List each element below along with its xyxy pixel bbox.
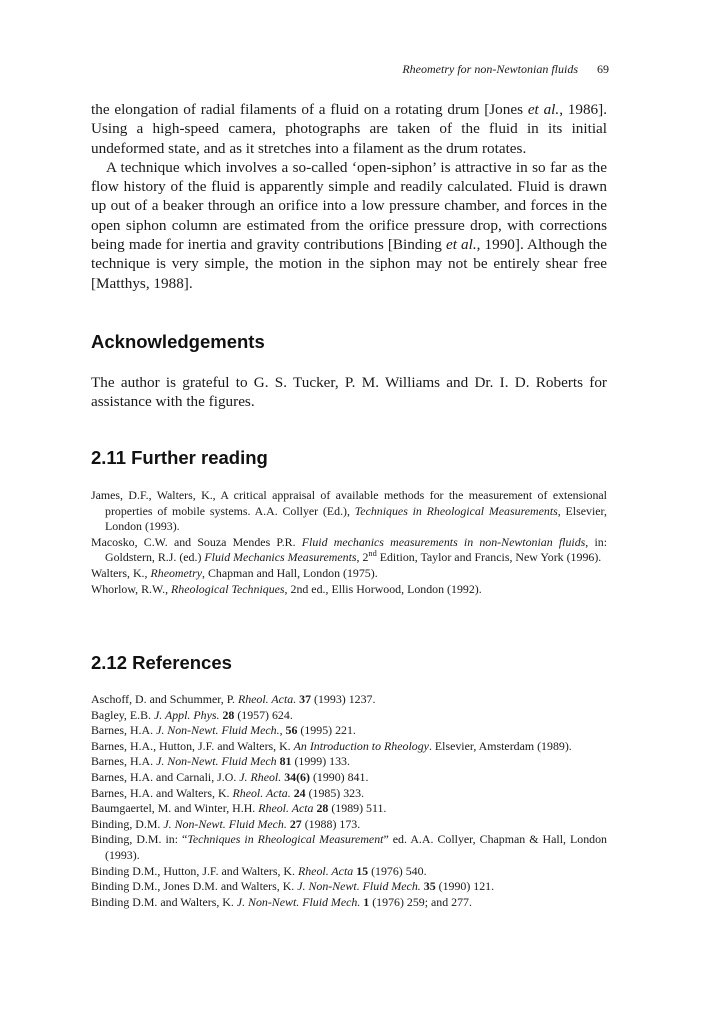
page-number: 69 bbox=[597, 62, 609, 76]
reference-item: Binding, D.M. in: “Techniques in Rheological Measurement” ed. A.A. Collyer, Chapman & Hall, London (1993). bbox=[91, 832, 607, 862]
further-reading-item: James, D.F., Walters, K., A critical appraisal of available methods for the measurement of extensional properties of mobile systems. A.A. Collyer (Ed.), Techniques in Rheological Measurements, Elsevier, London (1993). bbox=[91, 488, 607, 534]
reference-item: Aschoff, D. and Schummer, P. Rheol. Acta. 37 (1993) 1237. bbox=[91, 692, 376, 706]
reference-item: Binding D.M., Hutton, J.F. and Walters, K. Rheol. Acta 15 (1976) 540. bbox=[91, 863, 427, 878]
reference-item: Barnes, H.A. and Walters, K. Rheol. Acta. 24 (1985) 323. bbox=[91, 785, 365, 800]
reference-item: Bagley, E.B. J. Appl. Phys. 28 (1957) 624. bbox=[91, 707, 293, 722]
running-head bbox=[402, 62, 609, 77]
further-reading-list bbox=[91, 488, 607, 597]
reference-item: Binding, D.M. J. Non-Newt. Fluid Mech. 27 (1988) 173. bbox=[91, 816, 361, 831]
further-reading-item: Whorlow, R.W., Rheological Techniques, 2nd ed., Ellis Horwood, London (1992). bbox=[91, 581, 482, 596]
body-paragraph: A technique which involves a so-called ‘open-siphon’ is attractive in so far as the flow history of the fluid is apparently simple and readily calculated. Fluid is drawn up out of a beaker through an orifice into a low pressure chamber, and forces in the open siphon column are estimated from the orifice pressure drop, with corrections being made for inertia and gravity contributions [Binding et al., 1990]. Although the technique is very simple, the motion in the siphon may not be entirely shear free [Matthys, 1988]. bbox=[91, 158, 608, 292]
acknowledgements-heading: Acknowledgements bbox=[91, 331, 265, 352]
acknowledgements-text: The author is grateful to G. S. Tucker, P. M. Williams and Dr. I. D. Roberts for assistance with the figures. bbox=[91, 374, 607, 411]
reference-item: Barnes, H.A., Hutton, J.F. and Walters, K. An Introduction to Rheology. Elsevier, Amsterdam (1989). bbox=[91, 738, 572, 753]
reference-item: Baumgaertel, M. and Winter, H.H. Rheol. Acta 28 (1989) 511. bbox=[91, 801, 387, 816]
body-paragraph: the elongation of radial filaments of a fluid on a rotating drum [Jones et al., 1986]. Using a high-speed camera, photographs are taken of the fluid in its initial undeformed state, and as it stretches into a filament as the drum rotates. bbox=[91, 101, 608, 157]
further-reading-item: Macosko, C.W. and Souza Mendes P.R. Fluid mechanics measurements in non-Newtonian fluids, in: Goldstern, R.J. (ed.) Fluid Mechanics Measurements, 2nd Edition, Taylor and Francis, New York (1996). bbox=[91, 534, 607, 565]
references-heading: 2.12 References bbox=[91, 652, 232, 673]
reference-item: Barnes, H.A. J. Non-Newt. Fluid Mech 81 (1999) 133. bbox=[91, 754, 350, 769]
running-head-title: Rheometry for non-Newtonian fluids bbox=[402, 62, 578, 76]
reference-item: Binding D.M. and Walters, K. J. Non-Newt. Fluid Mech. 1 (1976) 259; and 277. bbox=[91, 894, 472, 909]
further-reading-heading: 2.11 Further reading bbox=[91, 447, 268, 468]
reference-item: Binding D.M., Jones D.M. and Walters, K. J. Non-Newt. Fluid Mech. 35 (1990) 121. bbox=[91, 879, 495, 894]
further-reading-item: Walters, K., Rheometry, Chapman and Hall, London (1975). bbox=[91, 565, 378, 580]
references-list bbox=[91, 692, 607, 910]
reference-item: Barnes, H.A. J. Non-Newt. Fluid Mech., 56 (1995) 221. bbox=[91, 723, 356, 738]
reference-item: Barnes, H.A. and Carnali, J.O. J. Rheol. 34(6) (1990) 841. bbox=[91, 769, 369, 784]
body-text bbox=[91, 100, 607, 293]
